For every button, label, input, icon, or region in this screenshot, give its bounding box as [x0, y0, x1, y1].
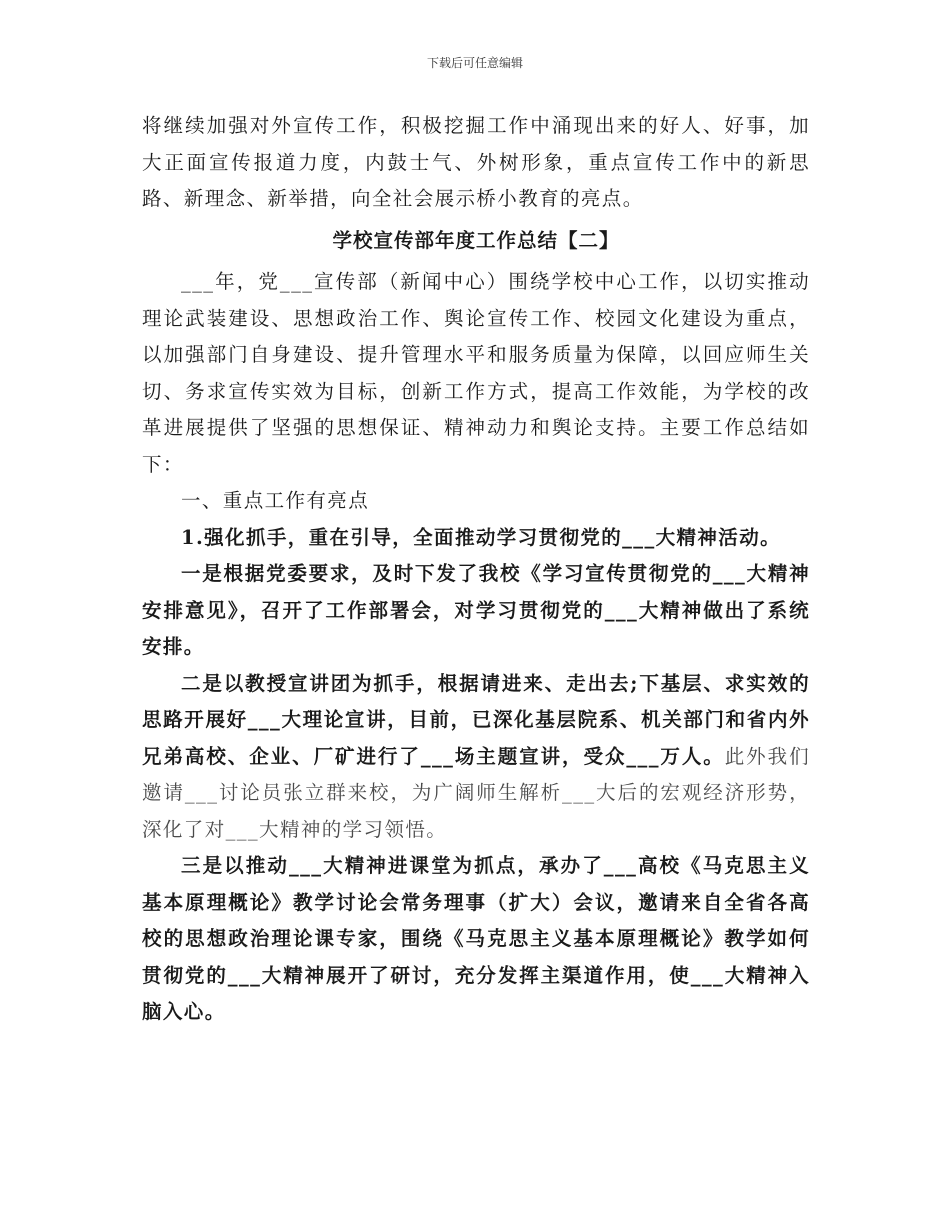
first-point-paragraph: 一是根据党委要求，及时下发了我校《学习宣传贯彻党的___大精神安排意见》，召开了工作部署会，对学习贯彻党的___大精神做出了系统安排。	[142, 562, 810, 658]
intro-paragraph: 将继续加强对外宣传工作，积极挖掘工作中涌现出来的好人、好事，加大正面宣传报道力度，内鼓士气、外树形象，重点宣传工作中的新思路、新理念、新举措，向全社会展示桥小教育的亮点。	[142, 114, 810, 210]
second-point-regular-text: 此外我们邀请___讨论员张立群来校，为广阔师生解析___大后的宏观经济形势，深化了对___大精神的学习领悟。	[142, 744, 810, 841]
second-point-paragraph	[142, 666, 810, 849]
section-title: 学校宣传部年度工作总结【二】	[332, 228, 620, 252]
third-point-paragraph: 三是以推动___大精神进课堂为抓点，承办了___高校《马克思主义基本原理概论》教学讨论会常务理事（扩大）会议，邀请来自全省各高校的思想政治理论课专家，围绕《马克思主义基本原理概论》教学如何贯彻党的___大精神展开了研讨，充分发挥主渠道作用，使___大精神入脑入心。	[142, 854, 810, 1023]
heading-key-work-item-1: 1.强化抓手，重在引导，全面推动学习贯彻党的___大精神活动。	[181, 525, 782, 549]
document-body	[142, 108, 810, 1031]
second-point-bold-text: 二是以教授宣讲团为抓手，根据请进来、走出去;下基层、求实效的思路开展好___大理论宣讲，目前，已深化基层院系、机关部门和省内外兄弟高校、企业、厂矿进行了___场主题宣讲，受众___万人。	[142, 671, 810, 768]
page-header-note: 下载后可任意编辑	[426, 56, 523, 70]
summary-paragraph: ___年，党___宣传部（新闻中心）围绕学校中心工作，以切实推动理论武装建设、思想政治工作、舆论宣传工作、校园文化建设为重点，以加强部门自身建设、提升管理水平和服务质量为保障，以回应师生关切、务求宣传实效为目标，创新工作方式，提高工作效能，为学校的改革进展提供了坚强的思想保证、精神动力和舆论支持。主要工作总结如下：	[142, 270, 810, 476]
heading-key-work: 一、重点工作有亮点	[181, 489, 370, 512]
